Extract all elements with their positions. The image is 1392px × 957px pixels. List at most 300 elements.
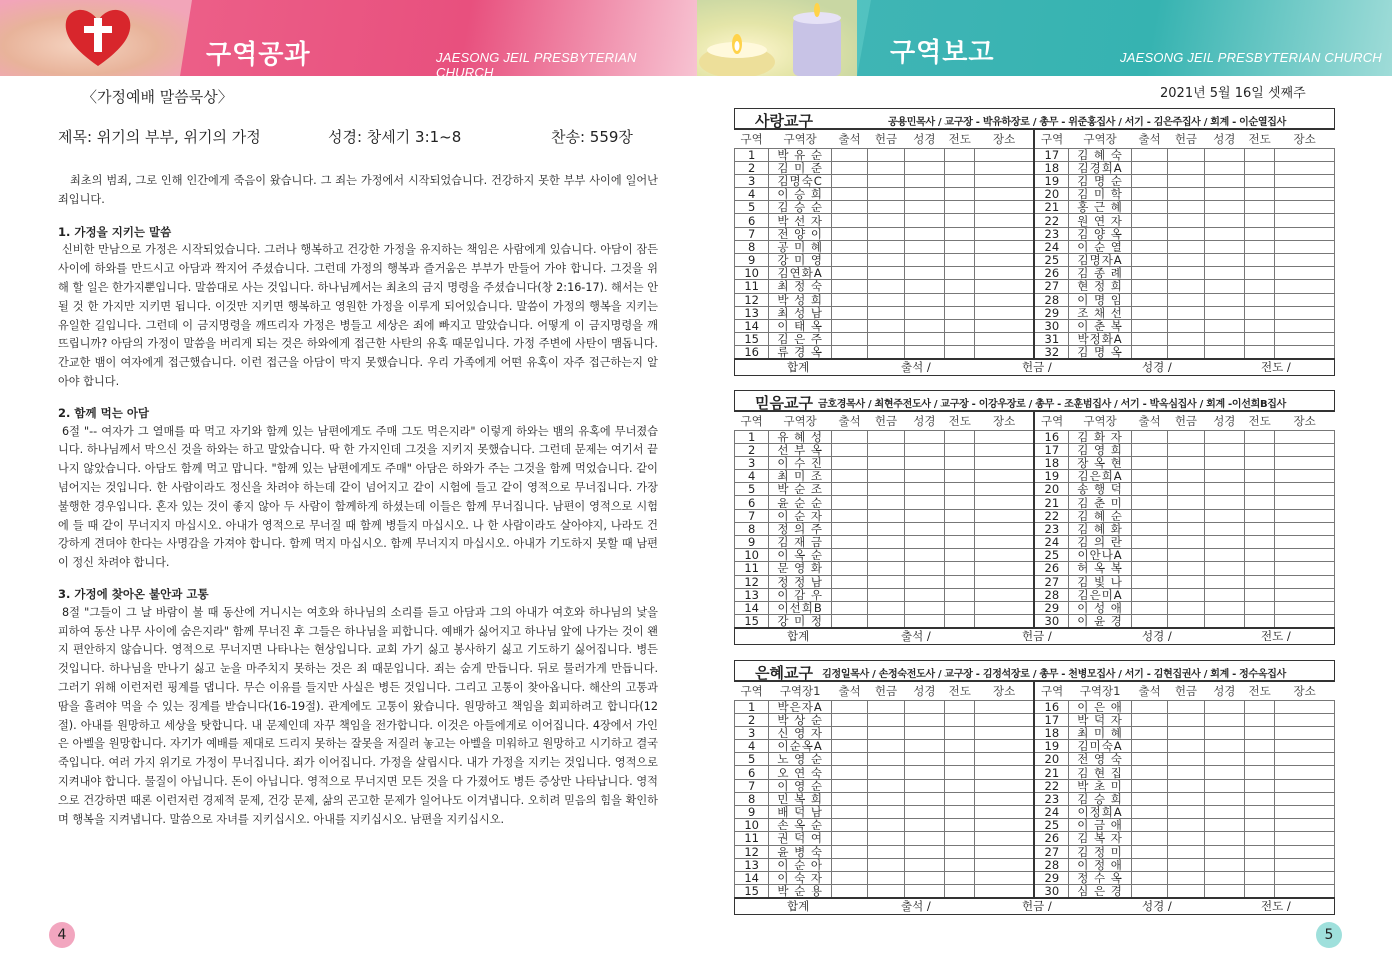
report-cell	[868, 766, 904, 779]
column-header: 장소	[993, 683, 1016, 698]
report-cell	[904, 174, 944, 187]
group-number: 18	[1034, 456, 1068, 469]
table-row	[735, 346, 1335, 360]
group-number: 25	[1034, 254, 1068, 267]
report-cell	[1245, 456, 1275, 469]
report-cell	[1275, 549, 1335, 562]
report-cell	[868, 536, 904, 549]
report-cell	[904, 509, 944, 522]
group-number: 20	[1034, 483, 1068, 496]
report-cell	[1275, 713, 1335, 726]
table-row	[735, 713, 1335, 726]
group-leader: 김 양 옥	[1069, 227, 1132, 240]
report-cell	[868, 496, 904, 509]
report-cell	[1131, 483, 1167, 496]
report-cell	[831, 615, 867, 629]
district-header	[734, 108, 1335, 130]
group-number: 13	[735, 858, 769, 871]
report-cell	[1275, 443, 1335, 456]
group-leader: 류 경 옥	[769, 346, 832, 360]
report-cell	[1168, 470, 1204, 483]
group-leader: 문 영 화	[769, 562, 832, 575]
table-row	[735, 588, 1335, 601]
report-cell	[945, 549, 975, 562]
report-cell	[975, 346, 1035, 360]
report-cell	[1168, 845, 1204, 858]
group-leader: 최 미 조	[769, 470, 832, 483]
group-leader: 이 승 희	[769, 188, 832, 201]
table-row	[735, 509, 1335, 522]
total-evangelism: 전도 /	[1261, 899, 1291, 914]
report-cell	[975, 227, 1035, 240]
report-cell	[831, 496, 867, 509]
report-cell	[868, 740, 904, 753]
report-cell	[1275, 240, 1335, 253]
report-cell	[975, 148, 1035, 161]
report-cell	[1275, 858, 1335, 871]
report-cell	[945, 858, 975, 871]
group-leader: 이 순 자	[769, 509, 832, 522]
group-leader: 김 정 미	[1069, 845, 1132, 858]
report-cell	[975, 293, 1035, 306]
report-cell	[975, 549, 1035, 562]
report-cell	[1204, 174, 1244, 187]
report-cell	[1131, 254, 1167, 267]
group-leader: 박 상 순	[769, 713, 832, 726]
table-row	[735, 575, 1335, 588]
group-leader: 박 순 조	[769, 483, 832, 496]
column-header: 구역	[1034, 412, 1068, 430]
report-cell	[904, 161, 944, 174]
column-header: 출석	[1138, 683, 1161, 698]
report-cell	[975, 214, 1035, 227]
report-cell	[975, 832, 1035, 845]
report-cell	[868, 346, 904, 360]
lesson-title: 제목: 위기의 부부, 위기의 가정	[58, 128, 261, 146]
group-number: 21	[1034, 496, 1068, 509]
report-cell	[1245, 766, 1275, 779]
report-cell	[1204, 819, 1244, 832]
report-cell	[945, 346, 975, 360]
group-number: 27	[1034, 280, 1068, 293]
report-cell	[1131, 819, 1167, 832]
report-cell	[831, 293, 867, 306]
report-cell	[1204, 346, 1244, 360]
report-cell	[1131, 148, 1167, 161]
report-cell	[904, 832, 944, 845]
column-header: 전도	[1248, 683, 1271, 698]
column-header: 구역장	[783, 131, 817, 146]
report-cell	[904, 483, 944, 496]
group-leader: 이 영 순	[769, 779, 832, 792]
table-row	[735, 753, 1335, 766]
intro-paragraph: 최초의 범죄, 그로 인해 인간에게 죽음이 왔습니다. 그 죄는 가정에서 시작되었습니다. 건강하지 못한 부부 사이에 일어난 죄입니다.	[58, 174, 658, 206]
report-cell	[1204, 280, 1244, 293]
report-cell	[831, 588, 867, 601]
report-cell	[831, 267, 867, 280]
table-row	[735, 766, 1335, 779]
group-leader: 김 혜 숙	[1069, 148, 1132, 161]
report-cell	[1245, 536, 1275, 549]
report-cell	[868, 845, 904, 858]
report-cell	[1168, 227, 1204, 240]
right-banner-title: 구역보고	[890, 38, 995, 68]
group-leader: 김 재 금	[769, 536, 832, 549]
report-cell	[1168, 509, 1204, 522]
group-leader: 이 윤 경	[1069, 615, 1132, 629]
report-cell	[1168, 188, 1204, 201]
report-cell	[1204, 470, 1244, 483]
total-bible: 성경 /	[1142, 360, 1172, 375]
report-cell	[904, 601, 944, 614]
total-attend: 출석 /	[901, 629, 931, 644]
group-leader: 허 옥 복	[1069, 562, 1132, 575]
column-header: 구역장1	[1079, 683, 1121, 698]
report-cell	[1275, 333, 1335, 346]
group-leader: 김 종 례	[1069, 267, 1132, 280]
report-cell	[904, 227, 944, 240]
report-cell	[868, 615, 904, 629]
report-cell	[1204, 148, 1244, 161]
report-cell	[945, 601, 975, 614]
group-number: 25	[1034, 549, 1068, 562]
group-leader: 민 복 희	[769, 792, 832, 805]
report-cell	[975, 161, 1035, 174]
group-leader: 김 명 순	[1069, 174, 1132, 187]
report-cell	[945, 483, 975, 496]
group-number: 4	[735, 740, 769, 753]
report-cell	[904, 148, 944, 161]
report-cell	[1204, 456, 1244, 469]
report-cell	[831, 443, 867, 456]
report-cell	[945, 443, 975, 456]
report-cell	[1275, 792, 1335, 805]
table-row	[735, 779, 1335, 792]
report-cell	[1168, 700, 1204, 713]
report-cell	[1275, 470, 1335, 483]
group-number: 20	[1034, 753, 1068, 766]
report-cell	[1204, 214, 1244, 227]
report-cell	[868, 148, 904, 161]
report-cell	[831, 430, 867, 443]
report-cell	[831, 832, 867, 845]
report-cell	[1131, 832, 1167, 845]
report-cell	[1245, 726, 1275, 739]
group-number: 16	[1034, 430, 1068, 443]
report-cell	[975, 766, 1035, 779]
report-cell	[1245, 319, 1275, 332]
report-cell	[945, 713, 975, 726]
report-cell	[1204, 740, 1244, 753]
report-cell	[831, 575, 867, 588]
report-cell	[1204, 267, 1244, 280]
report-cell	[831, 858, 867, 871]
report-cell	[904, 254, 944, 267]
group-number: 4	[735, 470, 769, 483]
group-number: 16	[735, 346, 769, 360]
report-cell	[868, 601, 904, 614]
report-cell	[904, 430, 944, 443]
report-cell	[1204, 713, 1244, 726]
column-header: 장소	[1293, 131, 1316, 146]
group-leader: 이안나A	[1069, 549, 1132, 562]
table-row	[735, 549, 1335, 562]
table-row	[735, 430, 1335, 443]
section-text-1: 신비한 만남으로 가정은 시작되었습니다. 그러나 행복하고 건강한 가정을 유지하는 책임은 사람에게 있습니다. 아담이 잠든 사이에 하와를 만드시고 아담과 짝지어 주셨습니다. 그런데 가정의 행복과 즐거움은 부부가 만들어 가야 합니다. 그것을 위해 할 일은 한가지뿐입니다. 말씀대로 사는 것입니다. 하나님께서는 최초의 금지 명령을 주셨습니다(창 2:16-17). 해서는 안 될 것 한 가지만 지키면 됩니다. 이것만 지키면 행복하고 영원한 가정을 이루게 되어있습니다. 말씀이 가정의 행복을 지키는 유일한 길입니다. 그런데 이 금지명령을 깨뜨리자 가정은 병들고 세상은 죄에 빠지고 말았습니다. 어떻게 이 금지명령을 깨뜨립니까? 아담의 가정이 말씀을 버리게 되는 것은 하와에게 접근한 사탄의 유혹 때문입니다. 가정 주변에 사탄이 맴돕니다. 간교한 뱀이 여자에게 접근했습니다. 이런 접근을 아담이 막지 못했습니다. 우리 가족에게 어떤 유혹이 자주 접근하는지 알아야 합니다.	[58, 243, 658, 388]
report-cell	[1275, 536, 1335, 549]
group-number: 25	[1034, 819, 1068, 832]
group-number: 22	[1034, 779, 1068, 792]
report-cell	[1245, 753, 1275, 766]
report-cell	[975, 713, 1035, 726]
report-cell	[945, 470, 975, 483]
report-cell	[1168, 766, 1204, 779]
report-cell	[1131, 201, 1167, 214]
group-number: 10	[735, 267, 769, 280]
report-cell	[1245, 267, 1275, 280]
report-cell	[904, 806, 944, 819]
report-cell	[831, 333, 867, 346]
table-row	[735, 496, 1335, 509]
report-cell	[945, 148, 975, 161]
column-header: 장소	[993, 413, 1016, 428]
group-number: 20	[1034, 188, 1068, 201]
group-leader: 이 옥 순	[769, 549, 832, 562]
column-header: 장소	[1293, 683, 1316, 698]
report-cell	[1245, 779, 1275, 792]
total-offering: 헌금 /	[1022, 899, 1052, 914]
report-cell	[1204, 792, 1244, 805]
group-leader: 이 태 옥	[769, 319, 832, 332]
devotion-subtitle: 〈가정예배 말씀묵상〉	[82, 88, 233, 106]
table-row	[735, 148, 1335, 161]
column-header: 구역장	[1083, 413, 1117, 428]
group-number: 8	[735, 522, 769, 535]
report-cell	[945, 280, 975, 293]
report-cell	[1131, 536, 1167, 549]
report-cell	[945, 871, 975, 884]
roster-header-row	[735, 412, 1335, 430]
district-staff: 김정일목사 / 손정숙전도사 / 교구장 - 김정석장로 / 총무 - 천병모집사 / 서기 - 김현집권사 / 회계 - 정수옥집사	[822, 669, 1286, 680]
group-number: 1	[735, 148, 769, 161]
report-cell	[1168, 871, 1204, 884]
report-cell	[975, 806, 1035, 819]
report-cell	[1168, 726, 1204, 739]
report-cell	[1131, 871, 1167, 884]
report-cell	[1168, 267, 1204, 280]
column-header: 성경	[913, 683, 936, 698]
report-cell	[1245, 806, 1275, 819]
group-number: 11	[735, 832, 769, 845]
report-cell	[975, 562, 1035, 575]
group-number: 17	[1034, 713, 1068, 726]
report-cell	[904, 319, 944, 332]
report-cell	[868, 267, 904, 280]
report-cell	[1204, 509, 1244, 522]
report-cell	[868, 174, 904, 187]
report-cell	[868, 858, 904, 871]
total-row	[735, 628, 1335, 644]
group-number: 3	[735, 726, 769, 739]
table-row	[735, 700, 1335, 713]
report-cell	[975, 496, 1035, 509]
report-cell	[975, 753, 1035, 766]
report-cell	[1204, 161, 1244, 174]
table-row	[735, 601, 1335, 614]
table-row	[735, 562, 1335, 575]
report-cell	[945, 456, 975, 469]
report-cell	[1275, 306, 1335, 319]
report-cell	[831, 885, 867, 899]
report-cell	[1275, 845, 1335, 858]
report-cell	[868, 319, 904, 332]
table-row	[735, 871, 1335, 884]
report-cell	[1245, 161, 1275, 174]
table-row	[735, 806, 1335, 819]
report-cell	[868, 549, 904, 562]
report-cell	[904, 536, 944, 549]
report-cell	[1275, 832, 1335, 845]
column-header: 성경	[913, 131, 936, 146]
scripture-ref: 성경: 창세기 3:1~8	[328, 128, 462, 146]
group-number: 27	[1034, 575, 1068, 588]
report-cell	[1168, 536, 1204, 549]
report-cell	[1131, 333, 1167, 346]
table-row	[735, 188, 1335, 201]
group-leader: 김명숙C	[769, 174, 832, 187]
report-cell	[1245, 522, 1275, 535]
report-cell	[904, 885, 944, 899]
group-leader: 김 혜 화	[1069, 522, 1132, 535]
group-number: 30	[1034, 615, 1068, 629]
report-cell	[868, 575, 904, 588]
report-cell	[1131, 306, 1167, 319]
report-cell	[868, 713, 904, 726]
column-header: 전도	[948, 131, 971, 146]
report-cell	[1245, 700, 1275, 713]
report-cell	[1204, 443, 1244, 456]
report-cell	[1204, 522, 1244, 535]
group-number: 15	[735, 885, 769, 899]
report-cell	[975, 522, 1035, 535]
district-name: 은혜교구	[755, 664, 813, 682]
report-cell	[904, 267, 944, 280]
table-row	[735, 456, 1335, 469]
report-cell	[904, 575, 944, 588]
report-cell	[1168, 575, 1204, 588]
total-row	[735, 898, 1335, 914]
table-row	[735, 615, 1335, 629]
report-cell	[1131, 240, 1167, 253]
group-number: 2	[735, 443, 769, 456]
group-number: 6	[735, 766, 769, 779]
report-cell	[1245, 333, 1275, 346]
group-number: 10	[735, 549, 769, 562]
report-cell	[1275, 267, 1335, 280]
report-cell	[1204, 549, 1244, 562]
report-cell	[1204, 188, 1244, 201]
column-header: 헌금	[1174, 413, 1198, 428]
group-leader: 김 미 학	[1069, 188, 1132, 201]
group-leader: 김연화A	[769, 267, 832, 280]
report-cell	[1275, 456, 1335, 469]
report-cell	[868, 293, 904, 306]
report-cell	[1131, 792, 1167, 805]
column-header: 구역장	[1083, 131, 1117, 146]
report-cell	[1168, 483, 1204, 496]
report-cell	[904, 280, 944, 293]
report-cell	[975, 201, 1035, 214]
report-cell	[975, 188, 1035, 201]
report-cell	[1131, 161, 1167, 174]
roster-table	[734, 412, 1335, 645]
report-cell	[975, 700, 1035, 713]
report-cell	[831, 753, 867, 766]
report-cell	[904, 792, 944, 805]
district-name: 사랑교구	[755, 112, 813, 130]
column-header: 전도	[1248, 413, 1271, 428]
group-number: 26	[1034, 562, 1068, 575]
report-cell	[1245, 792, 1275, 805]
group-number: 4	[735, 188, 769, 201]
report-cell	[975, 845, 1035, 858]
district-header	[734, 660, 1335, 682]
report-cell	[945, 161, 975, 174]
report-cell	[1245, 346, 1275, 360]
report-cell	[945, 792, 975, 805]
group-leader: 김 화 자	[1069, 430, 1132, 443]
group-number: 9	[735, 254, 769, 267]
report-cell	[868, 792, 904, 805]
report-cell	[1168, 753, 1204, 766]
column-header: 성경	[1213, 131, 1236, 146]
report-cell	[1275, 871, 1335, 884]
report-cell	[1245, 254, 1275, 267]
report-cell	[1168, 319, 1204, 332]
table-row	[735, 470, 1335, 483]
report-cell	[945, 575, 975, 588]
column-header: 헌금	[874, 413, 898, 428]
report-cell	[904, 588, 944, 601]
heart-cross-icon	[62, 4, 134, 70]
report-cell	[868, 188, 904, 201]
report-cell	[1131, 858, 1167, 871]
report-cell	[831, 201, 867, 214]
report-cell	[975, 615, 1035, 629]
report-cell	[1204, 700, 1244, 713]
report-cell	[1204, 483, 1244, 496]
report-cell	[1245, 858, 1275, 871]
report-cell	[975, 858, 1035, 871]
report-cell	[1275, 430, 1335, 443]
report-cell	[945, 201, 975, 214]
table-row	[735, 845, 1335, 858]
group-number: 18	[1034, 161, 1068, 174]
report-cell	[1204, 333, 1244, 346]
report-cell	[1245, 188, 1275, 201]
total-cell	[735, 628, 1335, 644]
report-cell	[904, 871, 944, 884]
report-cell	[945, 188, 975, 201]
group-number: 2	[735, 161, 769, 174]
group-number: 24	[1034, 806, 1068, 819]
total-cell	[735, 898, 1335, 914]
district-3	[734, 660, 1335, 915]
group-leader: 장 옥 현	[1069, 456, 1132, 469]
report-cell	[868, 588, 904, 601]
report-cell	[1168, 588, 1204, 601]
report-cell	[945, 333, 975, 346]
